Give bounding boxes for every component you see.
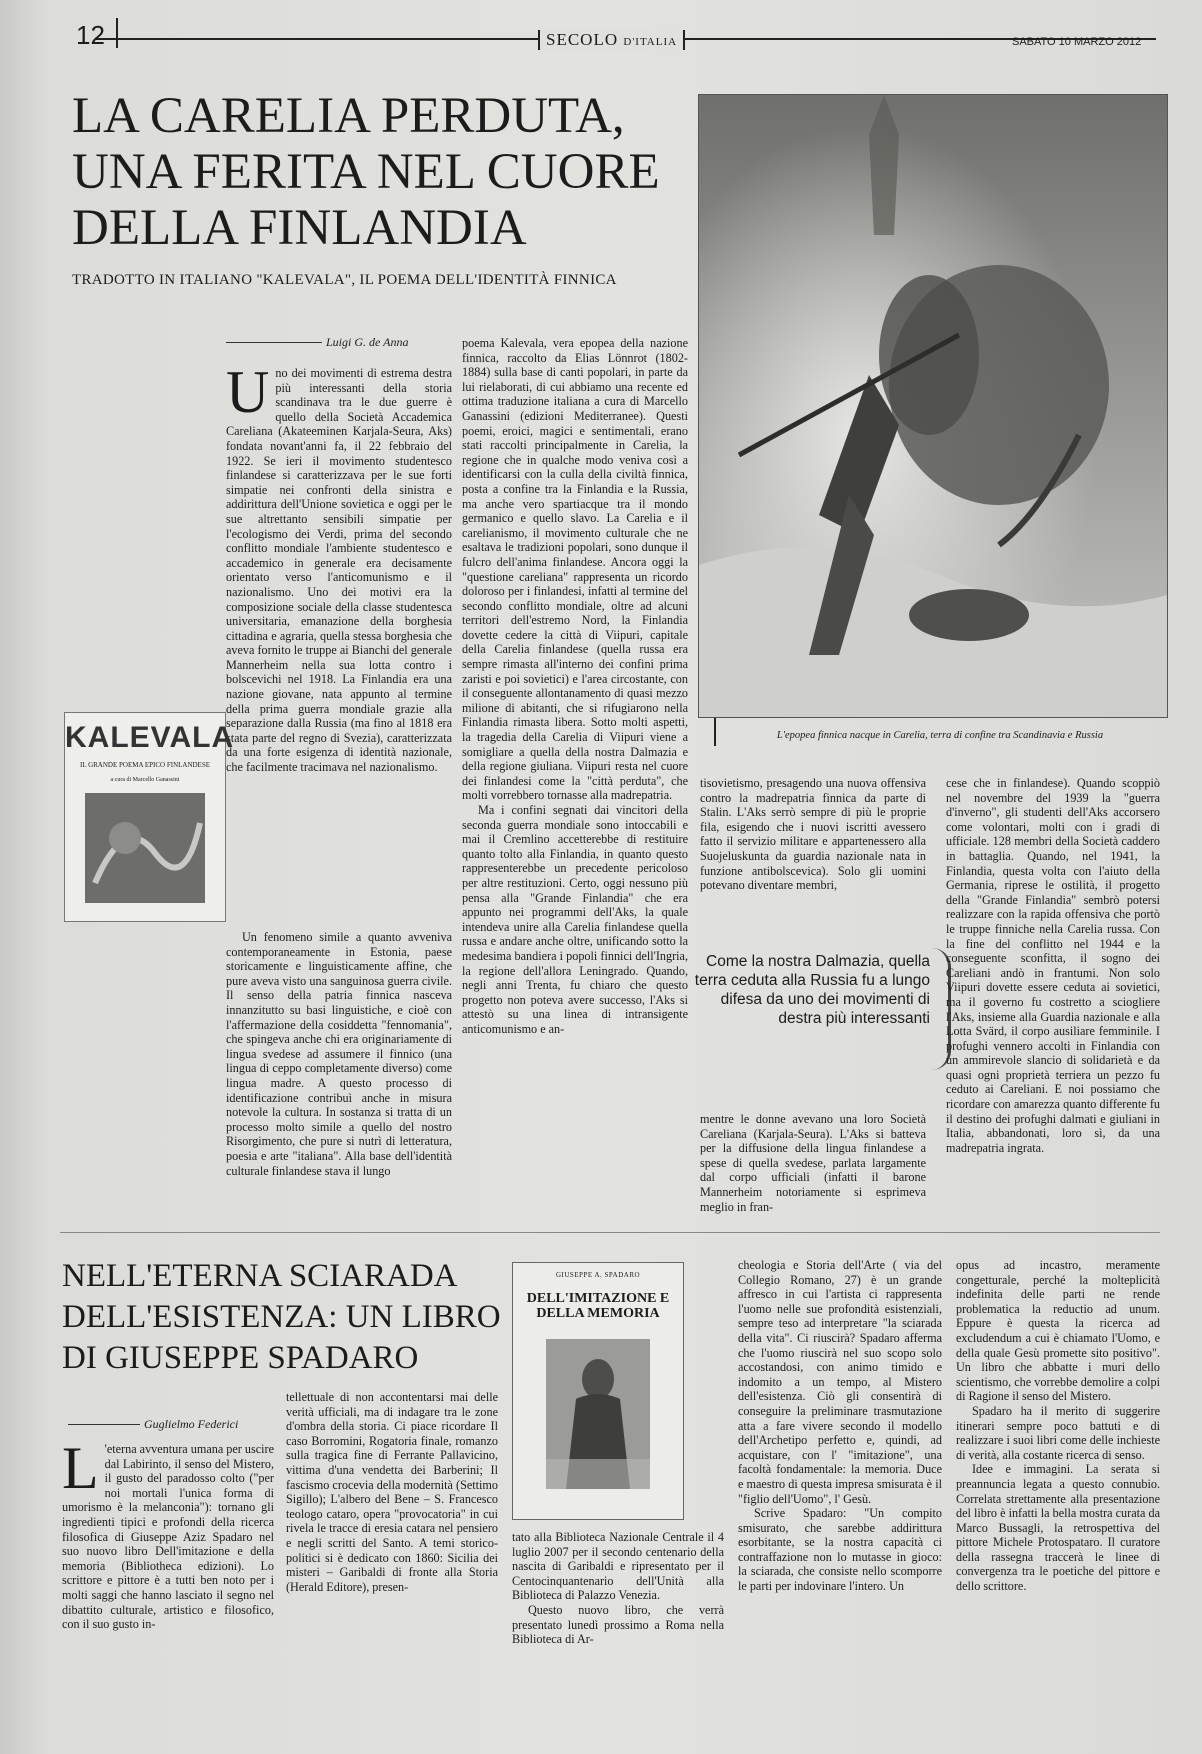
article1-col3-paragraph: tisovietismo, presagendo una nuova offensiva contro la madrepatria finnica da parte di Stalin. L'Aks serrò sempre di più le proprie fila, esigendo che i nuovi iscritti avessero fatto il servizio militare e appartenessero alla Suojeluskunta da guardia nazionale nata in funzione antibolscevica). Solo gli uomini potevano diventare membri, [700, 776, 926, 893]
book-title: DELL'IMITAZIONE E DELLA MEMORIA [526, 1291, 670, 1321]
newspaper-suffix: D'ITALIA [623, 36, 678, 48]
article1-column-3 [700, 776, 926, 893]
caption-rule [714, 718, 716, 746]
headline-line: DELLA FINLANDIA [72, 200, 527, 256]
illustration-artwork [699, 95, 1167, 717]
article2-col4-paragraph-2: Scrive Spadaro: "Un compito smisurato, che sarebbe addirittura esorbitante, se la nostra capacità ci contraffazione non lo mutasse in gioco: la sciarada, che consiste nello scomporre le parti per indovinare l'intero. Un [738, 1506, 942, 1594]
kalevala-book-cover [64, 712, 235, 922]
masthead [538, 30, 685, 50]
headline-line: NELL'ETERNA SCIARADA [62, 1258, 458, 1294]
article2-column-2 [286, 1390, 498, 1594]
article2-col1-paragraph: 'eterna avventura umana per uscire dal Labirinto, il senso del Mistero, il gusto del paradosso colto ("per noi mortali l'unica forma di umorismo è la melanconia"): tornano gli ingredienti tipici e profondi della ricerca filosofica di Giuseppe Aziz Spadaro nel suo nuovo libro Dell'imitazione e della memoria (Bibliotheca edizioni). Lo scrittore e pittore è a tutti ben noto per i molti saggi che hanno lasciato il segno nel dibattito culturale, artistico e filosofico, con il suo gusto in- [62, 1442, 275, 1632]
article1-byline: Luigi G. de Anna [326, 335, 409, 349]
article2-column-3 [512, 1530, 724, 1647]
headline-line: DELL'ESISTENZA: UN LIBRO [62, 1299, 501, 1335]
headline-line: DI GIUSEPPE SPADARO [62, 1340, 419, 1376]
spadaro-book-cover [512, 1262, 684, 1520]
article1-column-2 [462, 336, 688, 1037]
book-title: KALEVALA [65, 721, 235, 754]
article1-col2-paragraph: poema Kalevala, vera epopea della nazione finnica, raccolto da Elias Lönnrot (1802-1884) sulla base di canti popolari, in parte da lui rielaborati, di cui abbiamo una recente ed ottima traduzione italiana a cura di Marcello Ganassini (edizioni Mediterranee). Questi poemi, eroici, magici e sentimentali, erano stati raccolti principalmente in Carelia, la regione che in qualche modo veniva così a identificarsi con la culla della civiltà finnica, posta a confine tra la Finlandia e la Russia, ma anche vero spartiacque tra il mondo germanico e quello slavo. La Carelia e il carelianismo, il movimento culturale che ne esaltava le tradizioni popolari, sono dunque il fulcro dell'anima finlandese. Ancora oggi la "questione careliana" rappresenta un ricordo doloroso per i finlandesi, infatti al termine del secondo conflitto mondiale, oltre ad alcuni territori dell'estremo Nord, la Finlandia dovette cedere la città di Viipuri, capitale della Carelia finlandese (quella russa era sempre rimasta all'interno dei confini prima zaristi e poi sovietici) e l'area circostante, con il conseguente allontanamento di quasi mezzo milione di abitanti, che si rifugiarono nella Finlandia rimasta libera. Sotto molti aspetti, la tragedia della Carelia di Viipuri viene a somigliare a quella della nostra Dalmazia e della regione giuliana. Viipuri resta nel cuore dei finlandesi come la "città perduta", che molti vorrebbero tornasse alla madrepatria. [462, 336, 688, 803]
article1-column-1b [226, 930, 452, 1178]
article1-column-4 [946, 776, 1160, 1155]
article2-col3-paragraph: tato alla Biblioteca Nazionale Centrale il 4 luglio 2007 per il secondo centenario della nascita di Garibaldi e ripresentato per il Centocinquantenario dell'Unità alla Biblioteca di Palazzo Venezia. [512, 1530, 724, 1603]
article2-column-1 [62, 1435, 275, 1632]
article1-headline [72, 88, 692, 256]
book-editor: a cura di Marcello Ganassini [110, 777, 180, 783]
article2-col2-paragraph: tellettuale di non accontentarsi mai delle verità ufficiali, ma di indagare tra le zone d'ombra della storia. Ci piace ricordare Il caso Borromini, Rogatoria finale, romanzo sulla tragica fine di Ferrante Pallavicino, vittima d'una vendetta dei Barberini; Il fascismo crocevia della modernità (Settimo Sigillo); L'albero del Bene – S. Francesco teologo cataro, opera "provocatoria" in cui rivela le tracce di eresia catara nel pensiero e negli scritti del Santo. A temi storico-politici si è dedicato con 1860: Sicilia dei misteri – Garibaldi di fronte alla Storia (Herald Editore), presen- [286, 1390, 498, 1594]
article2-byline: Guglielmo Federici [144, 1417, 239, 1431]
article1-column-1 [226, 359, 452, 775]
article2-headline [62, 1256, 502, 1379]
headline-line: UNA FERITA NEL CUORE [72, 144, 660, 200]
article1-col3-paragraph-2: mentre le donne avevano una loro Società Careliana (Karjala-Seura). L'Aks si batteva per la diffusione della lingua finlandese a spese di quella svedese, parlata largamente dal corpo ufficiali (infatti il barone Mannerheim notoriamente si esprimeva meglio in fran- [700, 1112, 926, 1214]
article1-col4-paragraph: cese che in finlandese). Quando scoppiò nel novembre del 1939 la "guerra d'inverno", gli studenti dell'Aks accorsero come volontari, molti con i gradi di ufficiale. 128 membri della Società caddero in battaglia. Quando, nel 1941, la Finlandia, questa volta con l'aiuto della Germania, riprese le ostilità, il progetto della "Grande Finlandia" sembrò potersi realizzare con la rapida offensiva che portò le truppe finniche nella Carelia russa. Con la fine del conflitto nel 1944 e la conseguente sconfitta, il sogno dei Careliani andò in frantumi. Non solo Viipuri dovette essere ceduta ai sovietici, ma il governo fu costretto a sciogliere l'Aks, insieme alla Guardia nazionale e alla Lotta Svärd, il corpo ausiliare femminile. I profughi vennero accolti in Finlandia con un ammirevole slancio di solidarietà e da quasi ogni proprietà terriera un pezzo fu ceduto ai Careliani. E noi possiamo che ricordare con amarezza quanto differente fu il destino dei profughi dalmati e giuliani in Italia, abbandonati, loro sì, da una madrepatria ingrata. [946, 776, 1160, 1155]
article1-subtitle: TRADOTTO IN ITALIANO "KALEVALA", IL POEMA DELL'IDENTITÀ FINNICA [72, 272, 617, 288]
article1-col2-paragraph-2: Ma i confini segnati dai vincitori della seconda guerra mondiale sono intoccabili e mai il Cremlino accetterebbe di restituire quanto tolto alla Finlandia, in quanto questo rappresenterebbe un precedente pericoloso per altre restituzioni. Certo, oggi nessuno più pensa alla "Grande Finlandia" che era appunto nei programmi dell'Aks, la quale intendeva unire alla Carelia finlandese quella russa e andare anche oltre, unificando sotto la medesima bandiera i popoli finnici dell'Ingria, la regione dell'allora Leningrado. Quando, negli anni Trenta, fu chiaro che questo progetto non poteva avere successo, l'Aks si attestò su una linea di intransigente anticomunismo e an- [462, 803, 688, 1036]
image-caption: L'epopea finnica nacque in Carelia, terra di confine tra Scandinavia e Russia [776, 730, 1104, 741]
article2-col5-paragraph-2: Spadaro ha il merito di suggerire itinerari sempre poco battuti e di realizzare i suoi libri come delle inchieste di verità, alla costante ricerca di senso. [956, 1403, 1160, 1462]
byline-rule [68, 1424, 140, 1425]
article1-column-3b [700, 1112, 926, 1214]
page-number: 12 [76, 20, 105, 50]
book-cover-art [85, 793, 205, 903]
article2-col4-paragraph: cheologia e Storia dell'Arte ( via del Collegio Romano, 27) è un grande affresco in cui l'artista ci rappresenta l'uomo nelle sue profondità esistenziali, sempre teso ad interpretare "la sciarada della vita". Ci riuscirà? Spadaro afferma che l'uomo riuscirà nel suo scopo solo accostandosi, con animo timido e indomito a un tempo, al Mistero dell'esistenza. Ciò gli consentirà di conseguire la preliminare trasmutazione atta a fare vivere secondo il modello dell'Archetipo perfetto e, quindi, ad acquistare, con l' "imitazione", una facoltà fondamentale: la memoria. Duce e maestro di questa impresa smisurata è il "figlio dell'Uomo", l' Gesù. [738, 1258, 942, 1506]
drop-cap: L [62, 1435, 99, 1501]
book-subtitle: IL GRANDE POEMA EPICO FINLANDESE [79, 761, 211, 769]
book-cover-art [546, 1339, 650, 1489]
drop-cap: U [226, 359, 270, 425]
section-divider [60, 1232, 1160, 1233]
newspaper-name: SECOLO [546, 30, 619, 49]
article2-column-4 [738, 1258, 942, 1594]
headline-line: LA CARELIA PERDUTA, [72, 88, 625, 144]
article1-col1-paragraph: no dei movimenti di estrema destra più interessanti della storia scandinava tra le due guerre è quello della Società Accademica Careliana (Akateeminen Karjala-Seura, Aks) fondata novant'anni fa, il 22 febbraio del 1922. Se ieri il movimento studentesco finlandese si caratterizzava per le sue forti simpatie nei confronti della sinistra e addirittura dell'Unione sovietica e oggi per le sue altrettanto sensibili simpatie per l'ecologismo dei Verdi, prima del secondo conflitto mondiale l'ambiente studentesco e accademico in generale era decisamente orientato verso l'anticomunismo e il nazionalismo. Uno dei motivi era la composizione sociale della classe studentesca universitaria, emanazione della borghesia cittadina e agraria, quella stessa borghesia che aveva fornito le truppe ai Bianchi del generale Mannerheim nella sua lotta contro i bolscevichi nel 1918. La Finlandia era una nazione giovane, nata appunto al termine della prima guerra mondiale grazie alla separazione dalla Russia (ma fino al 1818 era stata parte del regno di Svezia), caratterizzata da una forte esigenza di identità nazionale, che facilmente tracimava nel nazionalismo. [226, 366, 452, 775]
issue-date: SABATO 10 MARZO 2012 [1012, 36, 1142, 48]
warrior-illustration [698, 94, 1168, 718]
article2-col3-paragraph-2: Questo nuovo libro, che verrà presentato lunedì prossimo a Roma nella Biblioteca di Ar- [512, 1602, 724, 1647]
article2-col5-paragraph: opus ad incastro, meramente congetturale, perché la molteplicità indefinita delle parti ne rende problematica la reductio ad unum. Eppure è questa la ricerca ad excludendum a cui è chiamato l'Uomo, e della quale Gesù promette sito positivo". Un libro che abbatte i muri dello scientismo, che vorrebbe demolire a colpi di Ragione il senso del Mistero. [956, 1258, 1160, 1404]
pull-quote: Come la nostra Dalmazia, quella terra ceduta alla Russia fu a lungo difesa da uno dei movimenti di destra più interessanti [694, 953, 930, 1027]
book-author: GIUSEPPE A. SPADARO [555, 1271, 641, 1279]
article2-column-5 [956, 1258, 1160, 1594]
byline-rule [226, 342, 322, 343]
article2-col5-paragraph-3: Idee e immagini. La serata si preannuncia legata a questo connubio. Correlata strettamente alla presentazione del libro è infatti la bella mostra curata da Marco Bussagli, la retrospettiva del pittore Michele Protospataro. Il curatore della rassegna traccerà le linee di convergenza tra le poetiche del pittore e dello scrittore. [956, 1462, 1160, 1594]
article1-col1-paragraph-2: Un fenomeno simile a quanto avveniva contemporaneamente in Estonia, paese storicamente e linguisticamente affine, che pure aveva visto una sanguinosa guerra civile. Il senso della patria finnica nasceva innanzitutto su basi linguistiche, e cioè con l'affermazione della cosiddetta "fennomania", che spingeva anche chi era originariamente di lingua svedese ad assumere il finnico (una lingua di ceppo completamente diverso) come lingua madre. A questo processo di identificazione contribuì anche in misura notevole la cultura. In sostanza si tratta di un processo molto simile a quello del nostro Risorgimento, che pure si nutrì di letteratura, poesia e arte "italiana". Alla base dell'identità culturale finlandese stava il lungo [226, 930, 452, 1178]
